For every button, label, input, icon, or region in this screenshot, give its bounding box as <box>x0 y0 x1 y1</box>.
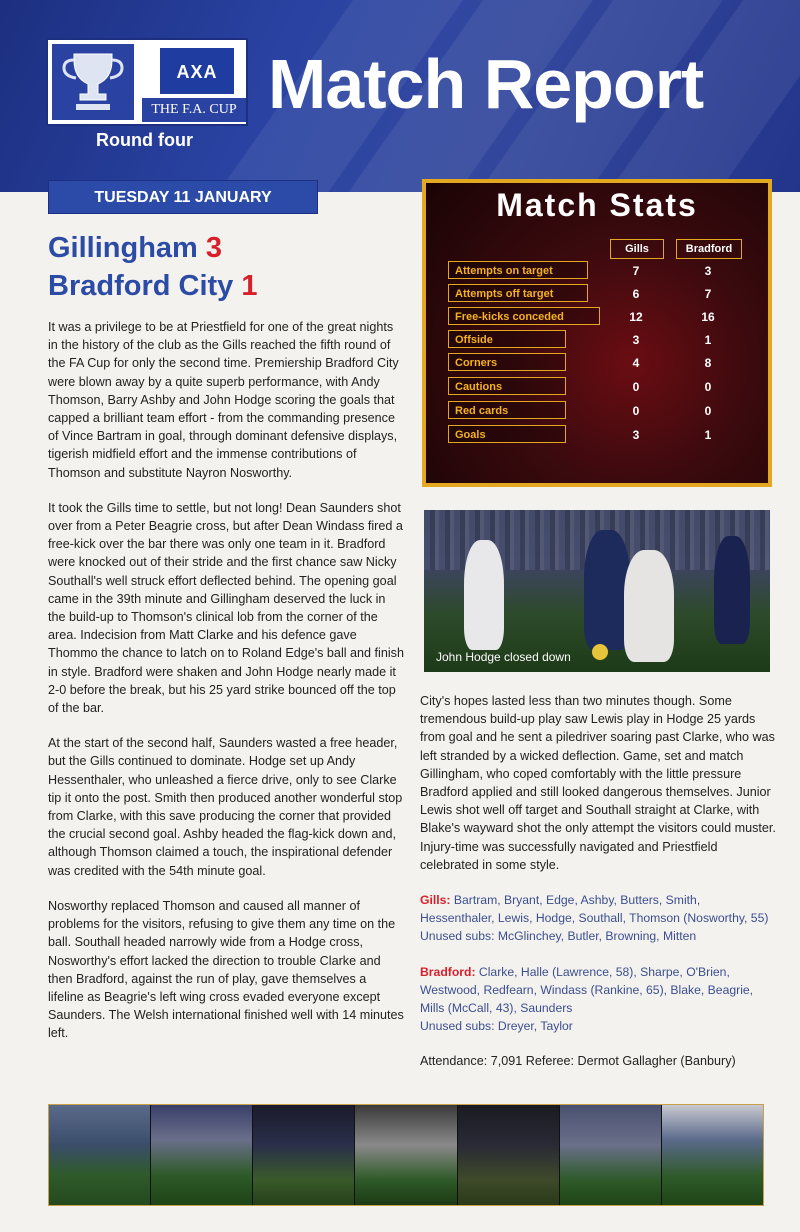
stat-label: Corners <box>448 353 566 371</box>
player-figure <box>624 550 674 662</box>
stat-label: Red cards <box>448 401 566 419</box>
stat-home-value: 3 <box>632 428 640 442</box>
stats-header-away: Bradford <box>676 239 742 259</box>
bradford-players: Clarke, Halle (Lawrence, 58), Sharpe, O'Brien, Westwood, Redfearn, Windass (Rankine, 65), Blake, Beagrie, Mills (McCall, 43), Saunders <box>420 964 754 1016</box>
ball-icon <box>592 644 608 660</box>
home-score-line <box>48 232 222 265</box>
stat-row <box>426 377 768 397</box>
strip-photo <box>355 1105 457 1205</box>
stat-row <box>426 307 768 327</box>
stat-row <box>426 261 768 281</box>
player-figure <box>464 540 504 650</box>
report-paragraph: It took the Gills time to settle, but not long! Dean Saunders shot over from a Peter Beagrie cross, but after Dean Windass fired a free-kick over the bar there was only one team in it. Bradford were knocked out of their stride and the first chance saw Nicky Southall's well struck effort deflected behind. The opening goal came in the 39th minute and Gillingham deserved the luck in the build-up to Thomson's clinical lob from the corner of the area. Indecision from Matt Clarke and his defence gave Thommo the chance to latch on to Roland Edge's ball and finish in style. Bradford were shaken and John Hodge nearly made it 2-0 before the break, but his 25 yard strike bounced off the top of the bar. <box>48 500 404 716</box>
stat-home-value: 4 <box>632 356 640 370</box>
photo-caption: John Hodge closed down <box>436 650 571 664</box>
stat-home-value: 3 <box>632 333 640 347</box>
bradford-subs: Unused subs: Dreyer, Taylor <box>420 1019 573 1034</box>
match-stats-panel <box>422 179 772 487</box>
stat-label: Attempts on target <box>448 261 588 279</box>
report-right-column <box>420 692 776 1088</box>
fa-cup-logo <box>46 38 248 126</box>
stat-away-value: 8 <box>704 356 712 370</box>
fa-cup-label: THE F.A. CUP <box>142 98 246 122</box>
attendance: Attendance: 7,091 Referee: Dermot Gallagher (Banbury) <box>420 1054 736 1069</box>
stat-label: Attempts off target <box>448 284 588 302</box>
strip-photo <box>151 1105 253 1205</box>
axa-logo: AXA <box>160 48 234 94</box>
photo-strip <box>48 1104 764 1206</box>
strip-photo <box>253 1105 355 1205</box>
bradford-label: Bradford: <box>420 964 476 979</box>
match-photo <box>424 510 770 672</box>
player-figure <box>714 536 750 644</box>
away-score: 1 <box>241 270 258 302</box>
report-paragraph: At the start of the second half, Saunders wasted a free header, but the Gills continued to dominate. Hodge set up Andy Hessenthaler, who unleashed a fierce drive, only to see Clarke tip it onto the post. Smith then produced another wonderful stop from Clarke, with this save producing the corner that provided the crucial second goal. Ashby headed the flag-kick down and, although Thomson claimed a touch, the inspirational defender was credited with the 54th minute goal. <box>48 736 403 878</box>
stat-row <box>426 401 768 421</box>
stat-away-value: 0 <box>704 404 712 418</box>
stat-row <box>426 330 768 350</box>
round-label: Round four <box>96 130 193 150</box>
stat-row <box>426 284 768 304</box>
stat-row <box>426 425 768 445</box>
report-paragraph: Nosworthy replaced Thomson and caused all manner of problems for the visitors, refusing to give them any time on the ball. Southall headed narrowly wide from a Hodge cross, Nosworthy's effort lacked the direction to trouble Clarke and then Bradford, against the run of play, gave themselves a lifeline as Beagrie's left wing cross evaded everyone except Saunders. The Welsh international finished well with 14 minutes left. <box>48 898 404 1041</box>
home-score: 3 <box>205 232 223 264</box>
away-score-line <box>48 270 258 303</box>
match-date: TUESDAY 11 JANUARY <box>48 180 318 214</box>
away-team: Bradford City <box>48 270 234 302</box>
stat-label: Goals <box>448 425 566 443</box>
strip-photo <box>458 1105 560 1205</box>
page-header <box>0 0 800 192</box>
stat-home-value: 12 <box>629 310 643 324</box>
stat-away-value: 7 <box>704 287 712 301</box>
report-paragraph: It was a privilege to be at Priestfield for one of the great nights in the history of the club as the Gills reached the fifth round of the FA Cup for only the second time. Premiership Bradford City were blown away by a quite superb performance, with Andy Thomson, Barry Ashby and John Hodge scoring the goals that capped a brilliant team effort - from the commanding presence of Vince Bartram in goal, through dominant defensive displays, tigerish midfield effort and the immense contributions of Thomson and substitute Nayron Nosworthy. <box>48 320 399 480</box>
gills-lineup <box>420 891 776 946</box>
trophy-icon <box>52 44 134 120</box>
report-paragraph: City's hopes lasted less than two minutes though. Some tremendous build-up play saw Lewis play in Hodge 25 yards from goal and he sent a piledriver soaring past Clarke, who was left stranded by a wicked deflection. Game, set and match Gillingham, who coped comfortably with the little pressure Bradford applied and still looked dangerous themselves. Junior Lewis shot well off target and Southall straight at Clarke, with Blake's wayward shot the only attempt the visitors could muster. Injury-time was successfully navigated and Priestfield celebrated in some style. <box>420 694 776 872</box>
home-team: Gillingham <box>48 232 198 264</box>
strip-photo <box>662 1105 763 1205</box>
stat-home-value: 0 <box>632 404 640 418</box>
strip-photo <box>560 1105 662 1205</box>
gills-label: Gills: <box>420 893 451 908</box>
stat-home-value: 6 <box>632 287 640 301</box>
stat-label: Free-kicks conceded <box>448 307 600 325</box>
stat-away-value: 3 <box>704 264 712 278</box>
gills-players: Bartram, Bryant, Edge, Ashby, Butters, Smith, Hessenthaler, Lewis, Hodge, Southall, Thomson (Nosworthy, 55) <box>420 893 769 926</box>
stat-row <box>426 353 768 373</box>
stat-label: Offside <box>448 330 566 348</box>
stats-header-home: Gills <box>610 239 664 259</box>
stat-away-value: 1 <box>704 428 712 442</box>
bradford-lineup <box>420 963 776 1036</box>
stat-away-value: 16 <box>701 310 715 324</box>
page-title: Match Report <box>268 45 704 123</box>
stat-label: Cautions <box>448 377 566 395</box>
stats-title: Match Stats <box>496 187 698 223</box>
gills-subs: Unused subs: McGlinchey, Butler, Browning, Mitten <box>420 929 697 944</box>
stat-away-value: 1 <box>704 333 712 347</box>
stat-home-value: 0 <box>632 380 640 394</box>
strip-photo <box>49 1105 151 1205</box>
report-left-column <box>48 318 404 1060</box>
stat-home-value: 7 <box>632 264 640 278</box>
stat-away-value: 0 <box>704 380 712 394</box>
